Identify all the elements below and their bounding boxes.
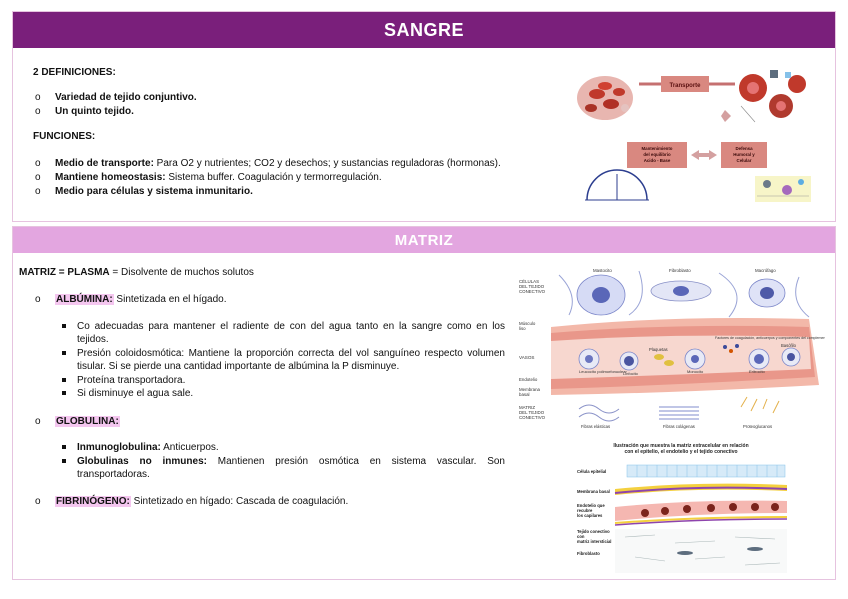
label-mastocito: Mastocito xyxy=(593,268,612,273)
bullet-icon: o xyxy=(35,106,41,117)
sangre-header: SANGRE xyxy=(13,12,835,48)
box-defensa-label: Defensa Humoral y Celular xyxy=(733,146,755,163)
square-bullet-icon xyxy=(62,391,66,395)
label-basofilo: Basófilo xyxy=(781,343,796,348)
matriz-intro-rest: = Disolvente de muchos solutos xyxy=(109,267,254,278)
funcion-item xyxy=(55,171,382,184)
label-linfocito: Linfocito xyxy=(623,371,638,376)
bullet-icon: o xyxy=(35,294,41,305)
square-bullet-icon xyxy=(62,378,66,382)
albumina-item xyxy=(77,347,505,373)
albumina-item-text: Co adecuadas para mantener el radiente de con del agua tanto en la sangre como en los tejidos. xyxy=(77,321,505,345)
bullet-icon: o xyxy=(35,416,41,427)
funcion-label: Medio de transporte: xyxy=(55,158,154,169)
bullet-icon: o xyxy=(35,172,41,183)
globulina-item xyxy=(77,441,505,454)
fibrinogeno-line xyxy=(55,495,348,508)
bullet-icon: o xyxy=(35,158,41,169)
box-transporte-label: Transporte xyxy=(669,83,701,89)
albumina-item xyxy=(77,387,505,400)
ecm-label: Fibroblasto xyxy=(577,551,600,556)
globulina-item-label: Inmunoglobulina: xyxy=(77,442,161,453)
label-vasos: VASOS xyxy=(519,355,535,360)
label-endotelio: Endotelio xyxy=(519,377,538,382)
label-matriz: MATRIZ DEL TEJIDO CONECTIVO xyxy=(519,405,546,420)
ecm-label: Endotelio que recubre los capilares xyxy=(577,503,605,518)
square-bullet-icon xyxy=(62,351,66,355)
blood-functions-diagram xyxy=(575,66,815,206)
bullet-icon: o xyxy=(35,496,41,507)
funciones-heading: FUNCIONES: xyxy=(33,131,96,142)
globulina-item xyxy=(77,455,505,481)
albumina-line xyxy=(55,293,227,306)
label-proteoglucanos: Proteoglucanos xyxy=(743,424,773,429)
matriz-intro-bold: MATRIZ = PLASMA xyxy=(19,267,110,278)
label-factores: Factores de coagulación, anticuerpos y componentes del complemento xyxy=(715,336,825,340)
funcion-label: Mantiene homeostasis: xyxy=(55,172,166,183)
label-fibroblasto: Fibroblasto xyxy=(669,268,691,273)
albumina-item-text: Si disminuye el agua sale. xyxy=(77,388,194,399)
funcion-item xyxy=(55,185,253,198)
ecm-title: Ilustración que muestra la matriz extracelular en relación con el epitelio, el endotelio y el tejido conectivo xyxy=(613,443,749,455)
sangre-card xyxy=(12,11,836,222)
albumina-item-text: Presión coloidosmótica: Mantiene la proporción correcta del vol sanguíneo respecto volumen tisular. Si se pierde una cantidad importante de albúmina la P disminuye. xyxy=(77,348,505,372)
bullet-icon: o xyxy=(35,186,41,197)
matriz-intro xyxy=(19,266,254,279)
albumina-label: ALBÚMINA: xyxy=(56,294,113,305)
label-plaquetas: Plaquetas xyxy=(649,347,668,352)
fibrinogeno-text: Sintetizado en hígado: Cascada de coagulación. xyxy=(130,496,349,507)
bullet-icon: o xyxy=(35,92,41,103)
square-bullet-icon xyxy=(62,445,66,449)
ecm-label: Membrana basal xyxy=(577,489,610,494)
square-bullet-icon xyxy=(62,324,66,328)
matriz-header: MATRIZ xyxy=(13,227,835,253)
label-musculo: Músculo liso xyxy=(519,321,536,331)
blood-vessel-illustration xyxy=(519,267,825,429)
label-membrana: Membrana basal xyxy=(519,387,540,397)
square-bullet-icon xyxy=(62,459,66,463)
funcion-label: Medio para células y sistema inmunitario. xyxy=(55,186,253,197)
funcion-text: Sistema buffer. Coagulación y termorregulación. xyxy=(165,172,382,183)
ecm-illustration xyxy=(575,441,787,575)
albumina-item xyxy=(77,374,505,387)
label-leucocito: Leucocito polimorfonuclear xyxy=(579,369,627,374)
matriz-card xyxy=(12,226,836,580)
label-macrofago: Macrófago xyxy=(755,268,776,273)
globulina-item-text: Anticuerpos. xyxy=(160,442,219,453)
label-eritrocito: Eritrocito xyxy=(749,369,765,374)
label-fibras-elasticas: Fibras elásticas xyxy=(581,424,611,429)
label-monocito: Monocito xyxy=(687,369,704,374)
ecm-label: Tejido conectivo con matriz intersticial xyxy=(577,529,612,544)
definiciones-heading: 2 DEFINICIONES: xyxy=(33,67,116,78)
albumina-item xyxy=(77,320,505,346)
albumina-item-text: Proteína transportadora. xyxy=(77,375,186,386)
definicion-item: Variedad de tejido conjuntivo. xyxy=(55,92,197,103)
globulina-item-label: Globulinas no inmunes: xyxy=(77,456,207,467)
globulina-label: GLOBULINA: xyxy=(56,416,119,427)
funcion-text: Para O2 y nutrientes; CO2 y desechos; y sustancias reguladoras (hormonas). xyxy=(153,158,501,169)
label-fibras-colagenas: Fibras colágenas xyxy=(663,424,695,429)
label-celulas: CÉLULAS DEL TEJIDO CONECTIVO xyxy=(519,279,546,294)
albumina-text: Sintetizada en el hígado. xyxy=(113,294,227,305)
ecm-label: Célula epitelial xyxy=(577,469,607,474)
globulina-item-text: Mantienen presión osmótica en sistema vascular. Son transportadoras. xyxy=(77,456,505,480)
globulina-line xyxy=(55,415,120,428)
definicion-item: Un quinto tejido. xyxy=(55,106,134,117)
funcion-item xyxy=(55,157,501,170)
box-equilibrio-label: Mantenimiento del equilibrio Acido - Base xyxy=(641,146,673,163)
fibrinogeno-label: FIBRINÓGENO: xyxy=(56,496,130,507)
